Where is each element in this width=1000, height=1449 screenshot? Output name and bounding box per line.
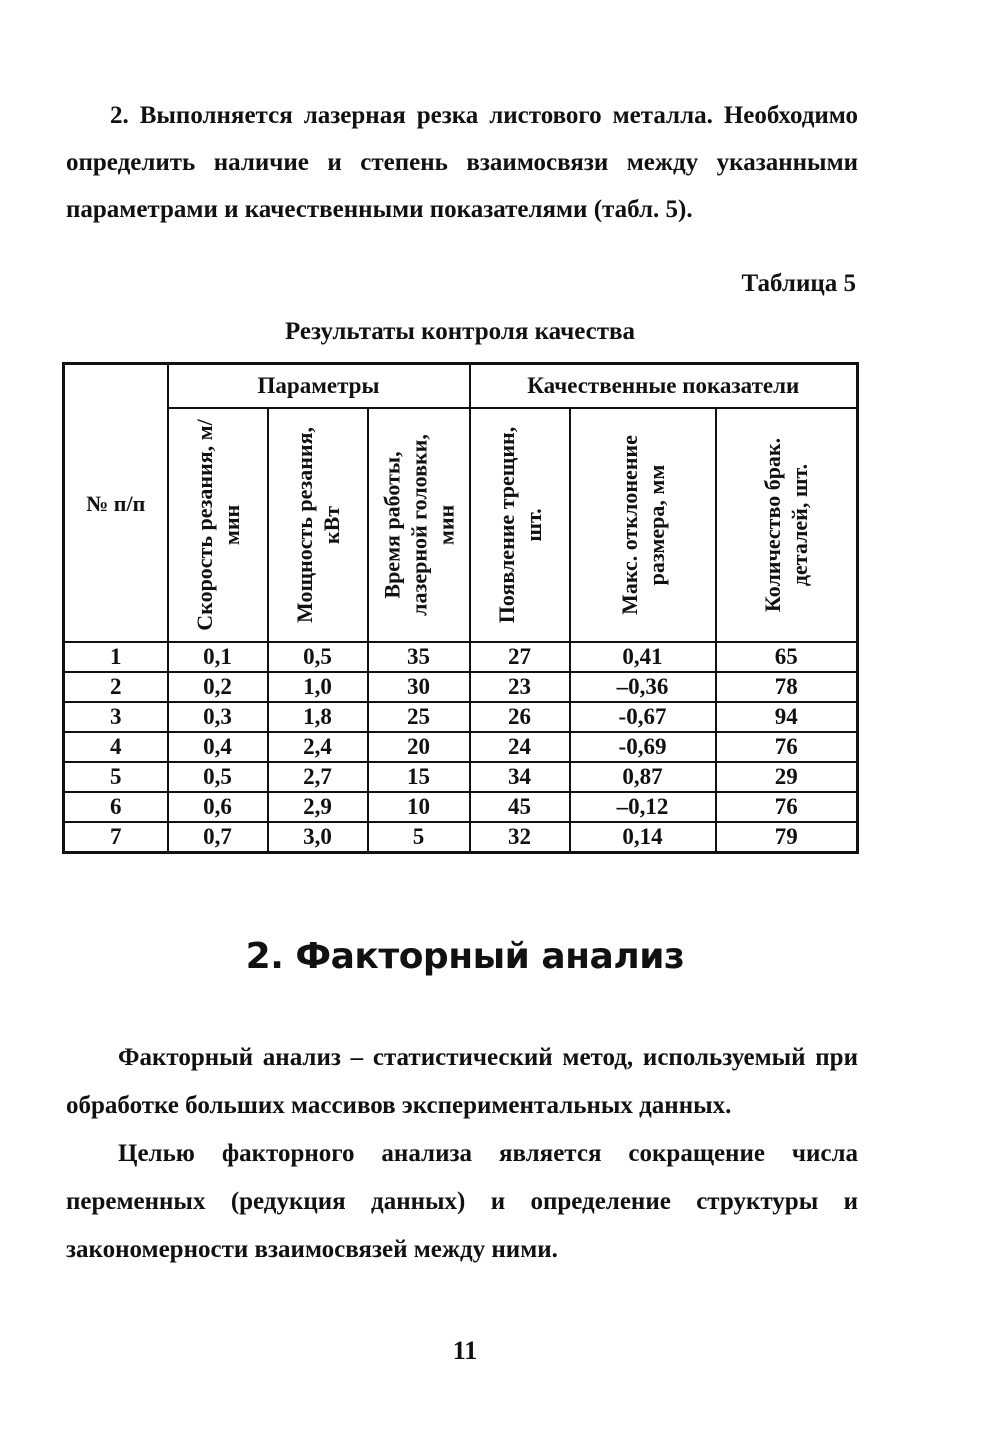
- table-cell: –0,12: [570, 792, 716, 822]
- paragraph-text: Целью факторного анализа является сокращение числа переменных (редукция данных) и определение структуры и закономерности взаимосвязей между ними.: [66, 1140, 858, 1263]
- table-cell: 25: [368, 702, 470, 732]
- page-number: 11: [452, 1336, 478, 1365]
- table-cell: 0,4: [168, 732, 268, 762]
- parameters-group-header: Параметры: [168, 364, 470, 409]
- table-cell: 6: [64, 792, 168, 822]
- table-cell: 1,0: [268, 672, 368, 702]
- column-header-cracks: Появление трещин, шт.: [470, 408, 570, 642]
- table-title: Результаты контроля качества: [284, 318, 636, 345]
- table-cell: 0,7: [168, 822, 268, 853]
- table-cell: 76: [716, 792, 858, 822]
- body-paragraph-2: [66, 1130, 858, 1274]
- table-row: [64, 792, 858, 822]
- table-row: [64, 672, 858, 702]
- table-cell: 29: [716, 762, 858, 792]
- column-header-max-deviation: Макс. отклонение размера, мм: [570, 408, 716, 642]
- column-header-laser-time: Время работы, лазерной головки, мин: [368, 408, 470, 642]
- intro-text: 2. Выполняется лазерная резка листового металла. Необходимо определить наличие и степень взаимосвязи между указанными параметрами и качественными показателями (табл. 5).: [66, 102, 858, 223]
- table-cell: 2: [64, 672, 168, 702]
- table-cell: –0,36: [570, 672, 716, 702]
- table-row: [64, 702, 858, 732]
- column-header-cutting-speed: Скорость резания, м/мин: [168, 408, 268, 642]
- table-cell: 94: [716, 702, 858, 732]
- table-cell: 0,6: [168, 792, 268, 822]
- table-cell: 0,2: [168, 672, 268, 702]
- table-cell: 5: [368, 822, 470, 853]
- table-cell: 30: [368, 672, 470, 702]
- table-cell: 0,5: [268, 642, 368, 672]
- table-label: Таблица 5: [741, 270, 856, 297]
- table-cell: 34: [470, 762, 570, 792]
- table-cell: 27: [470, 642, 570, 672]
- table-cell: 7: [64, 822, 168, 853]
- table-cell: 2,9: [268, 792, 368, 822]
- table-cell: 45: [470, 792, 570, 822]
- table-cell: 0,3: [168, 702, 268, 732]
- table-row: [64, 822, 858, 853]
- table-cell: -0,67: [570, 702, 716, 732]
- table-cell: 76: [716, 732, 858, 762]
- table-cell: 20: [368, 732, 470, 762]
- table-cell: -0,69: [570, 732, 716, 762]
- table-cell: 35: [368, 642, 470, 672]
- quality-group-header: Качественные показатели: [470, 364, 858, 409]
- column-header-cutting-power: Мощность резания, кВт: [268, 408, 368, 642]
- table-cell: 0,87: [570, 762, 716, 792]
- column-header-defective-parts: Количество брак. деталей, шт.: [716, 408, 858, 642]
- body-paragraph-1: [66, 1034, 858, 1130]
- table-cell: 2,7: [268, 762, 368, 792]
- table-cell: 10: [368, 792, 470, 822]
- section-heading: 2. Факторный анализ: [245, 936, 685, 977]
- table-cell: 3: [64, 702, 168, 732]
- table-cell: 5: [64, 762, 168, 792]
- table-cell: 78: [716, 672, 858, 702]
- table-cell: 24: [470, 732, 570, 762]
- table-cell: 1,8: [268, 702, 368, 732]
- table-cell: 26: [470, 702, 570, 732]
- table-cell: 1: [64, 642, 168, 672]
- table-row: [64, 642, 858, 672]
- row-number-header: № п/п: [64, 364, 168, 643]
- paragraph-text: Факторный анализ – статистический метод, используемый при обработке больших массивов экспериментальных данных.: [66, 1044, 858, 1119]
- table-row: [64, 762, 858, 792]
- table-cell: 0,41: [570, 642, 716, 672]
- table-cell: 4: [64, 732, 168, 762]
- table-cell: 2,4: [268, 732, 368, 762]
- table-cell: 0,14: [570, 822, 716, 853]
- table-cell: 3,0: [268, 822, 368, 853]
- quality-results-table: [62, 362, 859, 854]
- table-cell: 23: [470, 672, 570, 702]
- table-cell: 79: [716, 822, 858, 853]
- intro-paragraph: [66, 92, 858, 233]
- table-cell: 32: [470, 822, 570, 853]
- table-row: [64, 732, 858, 762]
- table-cell: 65: [716, 642, 858, 672]
- table-cell: 0,5: [168, 762, 268, 792]
- table-cell: 0,1: [168, 642, 268, 672]
- table-cell: 15: [368, 762, 470, 792]
